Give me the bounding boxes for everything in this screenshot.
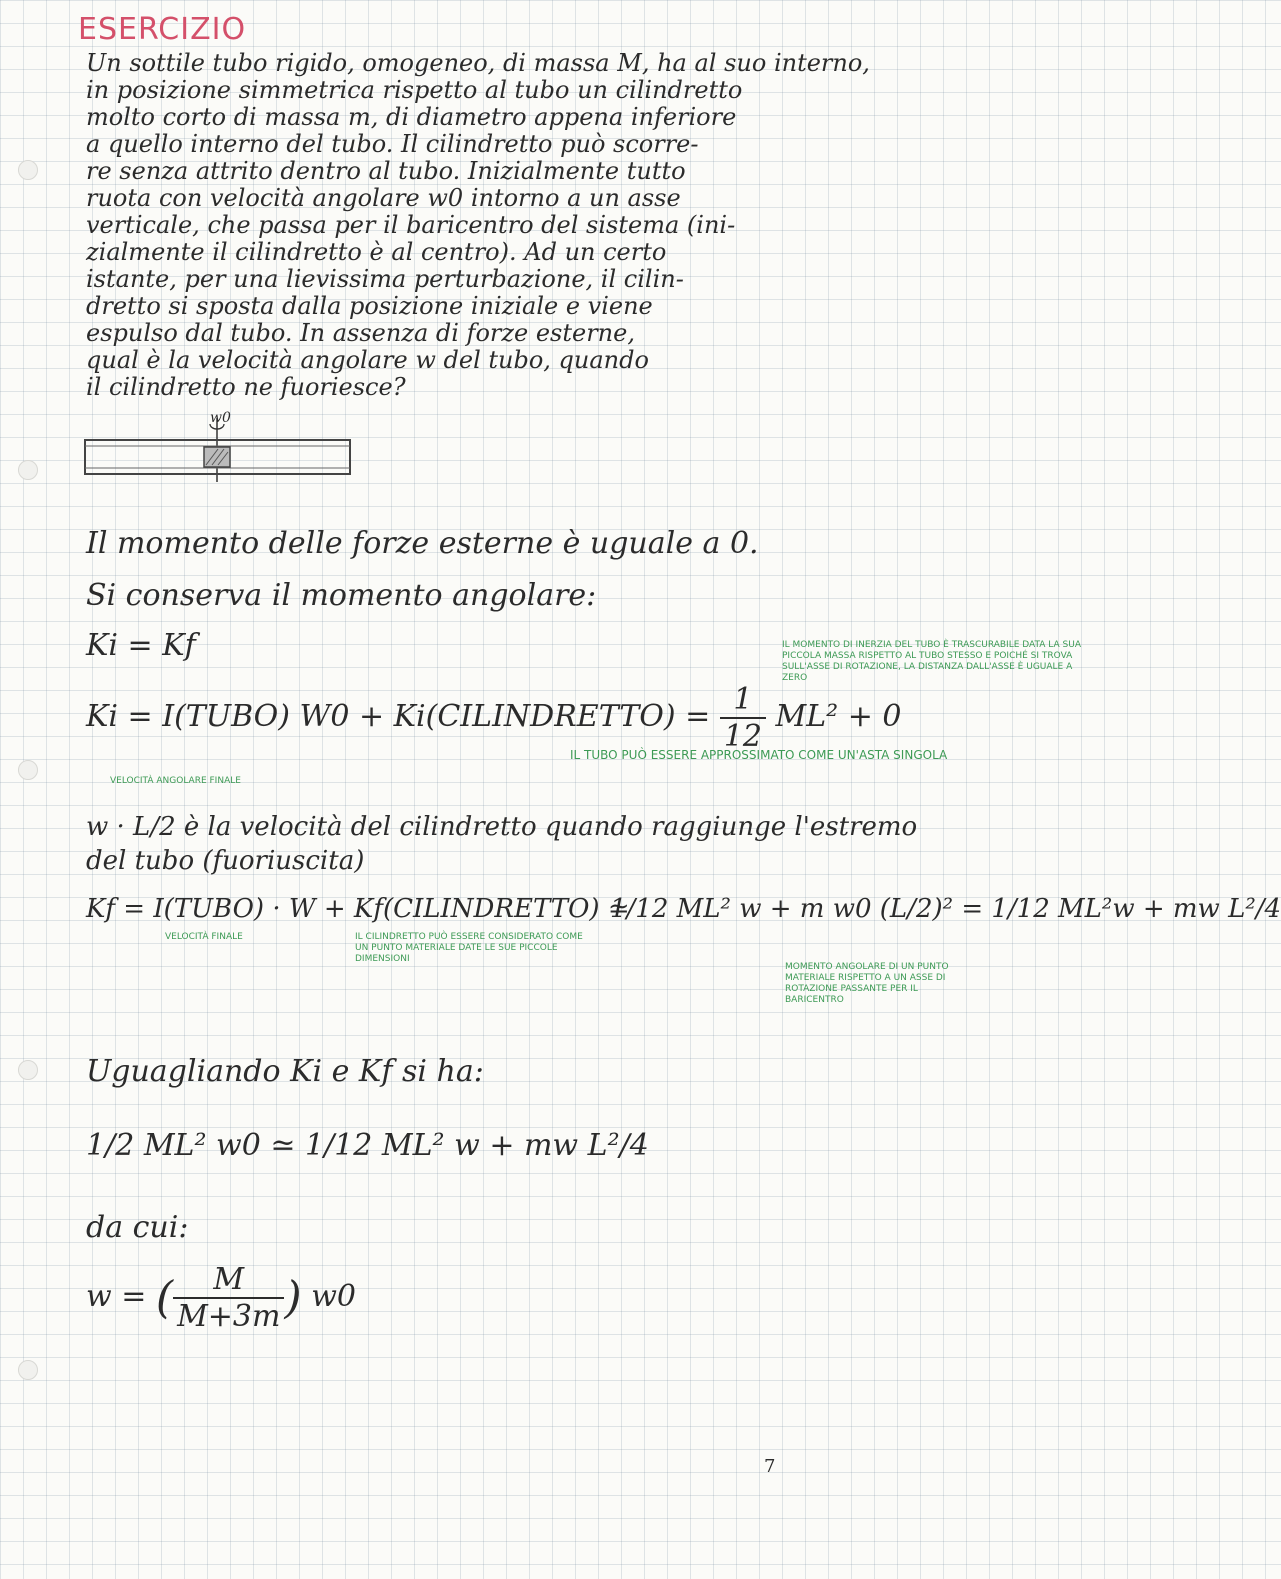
equation-result-left: w = xyxy=(86,1279,147,1314)
binder-hole xyxy=(18,1060,38,1080)
fraction-den: M+3m xyxy=(177,1299,281,1334)
binder-hole xyxy=(18,1360,38,1380)
problem-line: re senza attrito dentro al tubo. Inizialmente tutto xyxy=(86,157,686,185)
statement-velocity-end: w · L/2 è la velocità del cilindretto quando raggiunge l'estremo xyxy=(86,812,918,842)
fraction-num: 1 xyxy=(720,682,766,719)
fraction-num: M xyxy=(173,1262,284,1299)
problem-line: in posizione simmetrica rispetto al tubo un cilindretto xyxy=(86,76,743,104)
binder-hole xyxy=(18,160,38,180)
note-point-particle: IL CILINDRETTO PUÒ ESSERE CONSIDERATO COME UN PUNTO MATERIALE DATE LE SUE PICCOLE DIMENSIONI xyxy=(355,932,583,964)
binder-hole xyxy=(18,760,38,780)
statement-from-which: da cui: xyxy=(86,1210,189,1245)
problem-line: zialmente il cilindretto è al centro). Ad un certo xyxy=(86,238,667,266)
equation-ki-left: Ki = I(TUBO) W0 + Ki(CILINDRETTO) = xyxy=(86,699,711,734)
equation-equated: 1/2 ML² w0 ≃ 1/12 ML² w + mw L²/4 xyxy=(86,1128,649,1163)
equation-ki xyxy=(86,682,902,754)
problem-line: dretto si sposta dalla posizione iniziale e viene xyxy=(86,292,653,320)
problem-line: Un sottile tubo rigido, omogeneo, di massa M, ha al suo interno, xyxy=(86,49,870,77)
note-angular-velocity: VELOCITÀ ANGOLARE FINALE xyxy=(110,776,241,786)
problem-statement xyxy=(86,50,1086,401)
problem-line: verticale, che passa per il baricentro del sistema (ini- xyxy=(86,211,736,239)
omega-label: w0 xyxy=(210,410,231,426)
note-tube-approx: IL TUBO PUÒ ESSERE APPROSSIMATO COME UN'ASTA SINGOLA xyxy=(570,748,948,762)
statement-exit: del tubo (fuoriuscita) xyxy=(86,846,365,876)
problem-line: espulso dal tubo. In assenza di forze esterne, xyxy=(86,319,635,347)
binder-hole xyxy=(18,460,38,480)
equation-result: w = ( $\frac{M}{M+3m}$ ) w0 xyxy=(86,1262,356,1334)
problem-line: istante, per una lievissima perturbazione, il cilin- xyxy=(86,265,684,293)
problem-line: qual è la velocità angolare w del tubo, quando xyxy=(86,346,649,374)
fraction-result xyxy=(173,1262,284,1334)
equation-kf-left: Kf = I(TUBO) · W + Kf(CILINDRETTO) ≃ xyxy=(86,894,630,924)
equation-kf-right: 1/12 ML² w + m w0 (L/2)² = 1/12 ML²w + mw L²/4 xyxy=(610,894,1281,924)
statement-conservation: Si conserva il momento angolare: xyxy=(86,578,597,613)
fraction-one-twelfth xyxy=(720,682,766,754)
problem-line: il cilindretto ne fuoriesce? xyxy=(86,373,406,401)
note-final-velocity: VELOCITÀ FINALE xyxy=(165,932,243,942)
fraction-den: 12 xyxy=(723,719,762,754)
statement-external-moment: Il momento delle forze esterne è uguale a 0. xyxy=(86,526,759,561)
statement-equating: Uguagliando Ki e Kf si ha: xyxy=(86,1054,484,1089)
equation-ki-kf: Ki = Kf xyxy=(86,628,196,663)
page-title: ESERCIZIO xyxy=(78,12,247,47)
equation-result-right: w0 xyxy=(311,1279,356,1314)
problem-line: ruota con velocità angolare w0 intorno a un asse xyxy=(86,184,681,212)
problem-line: a quello interno del tubo. Il cilindretto può scorre- xyxy=(86,130,699,158)
equation-ki-right: ML² + 0 xyxy=(775,699,902,734)
note-moment-point: MOMENTO ANGOLARE DI UN PUNTO MATERIALE RISPETTO A UN ASSE DI ROTAZIONE PASSANTE PER IL BARICENTRO xyxy=(785,962,949,1005)
note-tube-inertia: IL MOMENTO DI INERZIA DEL TUBO È TRASCURABILE DATA LA SUA PICCOLA MASSA RISPETTO AL TUBO STESSO E POICHÉ SI TROVA SULL'ASSE DI ROTAZIONE, LA DISTANZA DALL'ASSE È UGUALE A ZERO xyxy=(782,640,1082,683)
problem-line: molto corto di massa m, di diametro appena inferiore xyxy=(86,103,737,131)
page-number: 7 xyxy=(764,1456,776,1477)
